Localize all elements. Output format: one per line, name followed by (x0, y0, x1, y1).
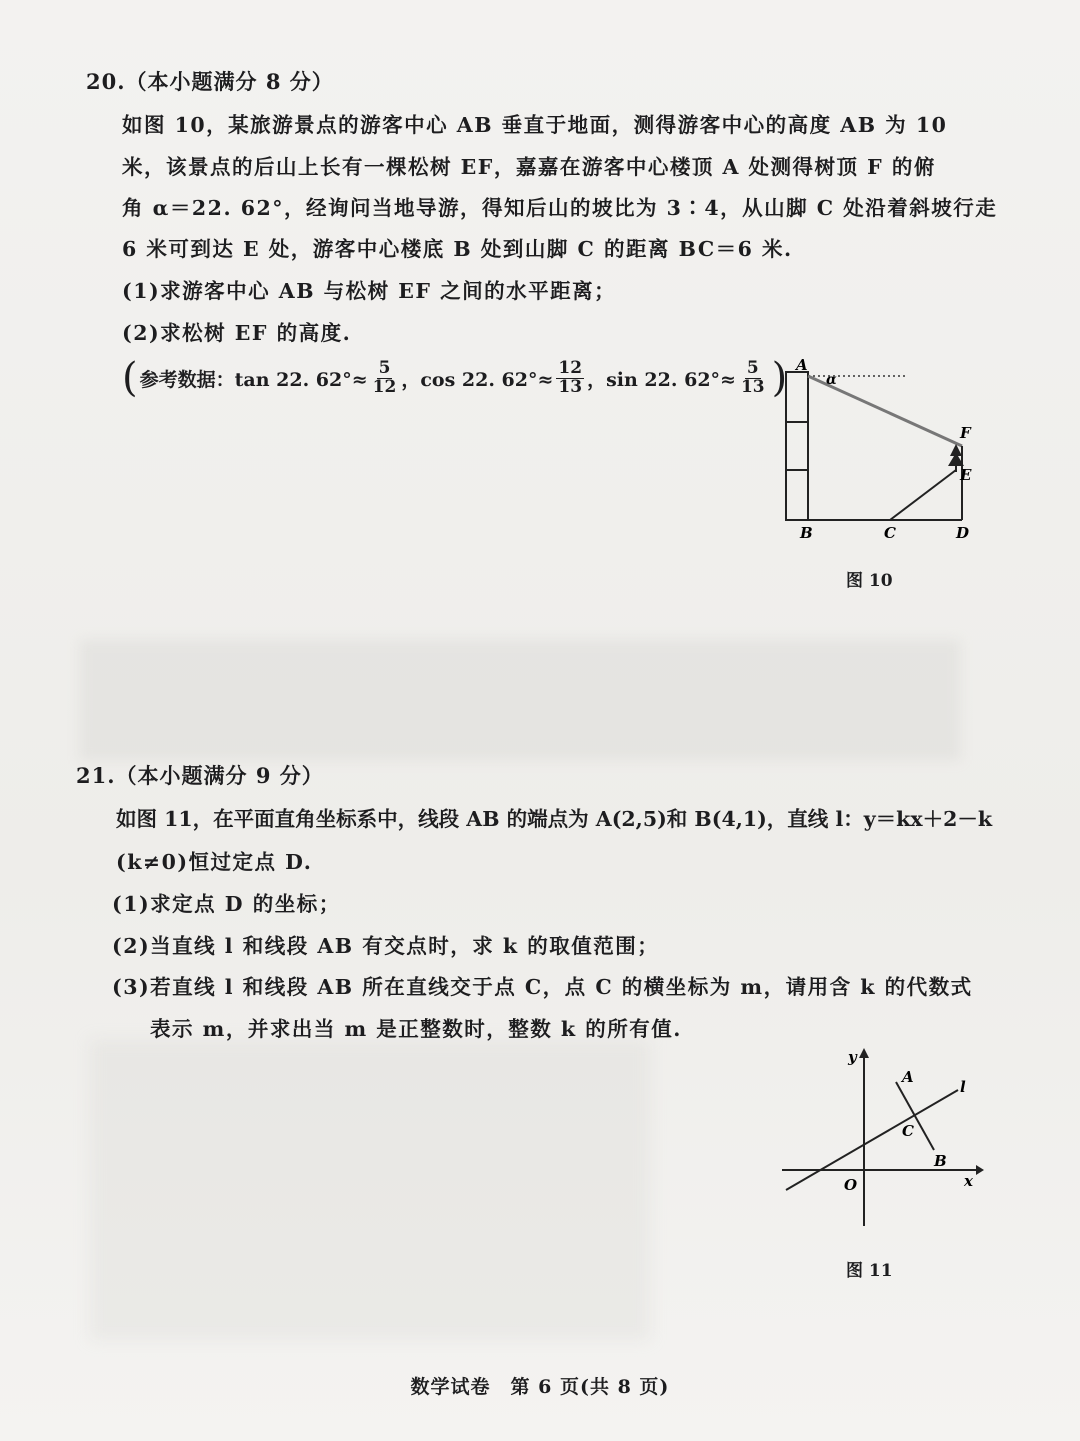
left-paren: ( (122, 355, 138, 401)
cos-denominator: 13 (558, 376, 583, 397)
q21-line-2: (k≠0)恒过定点 D. (116, 850, 313, 874)
ref-prefix: 参考数据：tan 22. 62°≈ (139, 368, 368, 391)
figure-10-caption: 图 10 (846, 571, 893, 591)
q20-line-4: 6 米可到达 E 处，游客中心楼底 B 处到山脚 C 的距离 BC＝6 米. (122, 237, 793, 261)
slope-ce (890, 470, 956, 520)
page-footer: 数学试卷 第 6 页(共 8 页) (410, 1376, 670, 1398)
tan-denominator: 12 (372, 376, 397, 397)
tan-fraction (371, 357, 399, 397)
q21-part-2: (2)当直线 l 和线段 AB 有交点时，求 k 的取值范围； (112, 934, 660, 958)
label-y: y (848, 1048, 857, 1066)
tan-numerator: 5 (378, 357, 391, 378)
label-a: A (796, 356, 808, 374)
label-e: E (960, 466, 972, 484)
cos-fraction (556, 357, 584, 397)
q21-header: 21.（本小题满分 9 分） (76, 763, 324, 788)
q21-part-3b: 表示 m，并求出当 m 是正整数时，整数 k 的所有值. (150, 1017, 682, 1041)
q21-line-1: 如图 11，在平面直角坐标系中，线段 AB 的端点为 A(2,5)和 B(4,1)，直线 l：y＝kx＋2－k (116, 807, 993, 831)
label-o: O (844, 1176, 858, 1194)
sin-numerator: 5 (746, 357, 759, 378)
building-ab (786, 372, 808, 520)
q20-line-2: 米，该景点的后山上长有一棵松树 EF，嘉嘉在游客中心楼顶 A 处测得树顶 F 的俯 (122, 155, 936, 179)
line-l (786, 1090, 958, 1190)
q20-header: 20.（本小题满分 8 分） (86, 69, 334, 94)
label-d: D (956, 524, 970, 542)
label-l: l (960, 1078, 966, 1096)
bleed-through-shade (80, 640, 960, 760)
figure-11-diagram (778, 1040, 988, 1235)
cos-numerator: 12 (558, 357, 583, 378)
right-paren: ) (771, 355, 788, 401)
label-c: C (902, 1122, 914, 1140)
q20-part-1: (1)求游客中心 AB 与松树 EF 之间的水平距离； (122, 279, 617, 303)
label-b: B (934, 1152, 947, 1170)
sin-denominator: 13 (740, 376, 765, 397)
q20-line-1: 如图 10，某旅游景点的游客中心 AB 垂直于地面，测得游客中心的高度 AB 为 10 (122, 113, 948, 137)
x-axis-arrow-icon (976, 1165, 984, 1175)
figure-11-caption: 图 11 (846, 1261, 893, 1281)
label-x: x (964, 1172, 973, 1190)
label-c: C (884, 524, 896, 542)
y-axis-arrow-icon (859, 1048, 869, 1058)
figure-10-diagram (770, 350, 980, 550)
bleed-through-shade-2 (90, 1040, 650, 1340)
label-alpha: α (826, 372, 837, 388)
q20-line-3: 角 α＝22. 62°，经询问当地导游，得知后山的坡比为 3∶4，从山脚 C 处沿着斜坡行走 (122, 196, 998, 220)
q20-reference-data (120, 355, 789, 401)
label-b: B (800, 524, 813, 542)
q21-part-3a: (3)若直线 l 和线段 AB 所在直线交于点 C，点 C 的横坐标为 m，请用含 k 的代数式 (112, 975, 973, 999)
label-a: A (902, 1068, 914, 1086)
sin-fraction (739, 357, 767, 397)
q21-part-1: (1)求定点 D 的坐标； (112, 892, 341, 916)
ref-sin-label: ，sin 22. 62°≈ (587, 368, 736, 391)
ref-cos-label: ，cos 22. 62°≈ (401, 368, 554, 391)
q20-part-2: (2)求松树 EF 的高度. (122, 321, 352, 345)
label-f: F (960, 424, 971, 442)
